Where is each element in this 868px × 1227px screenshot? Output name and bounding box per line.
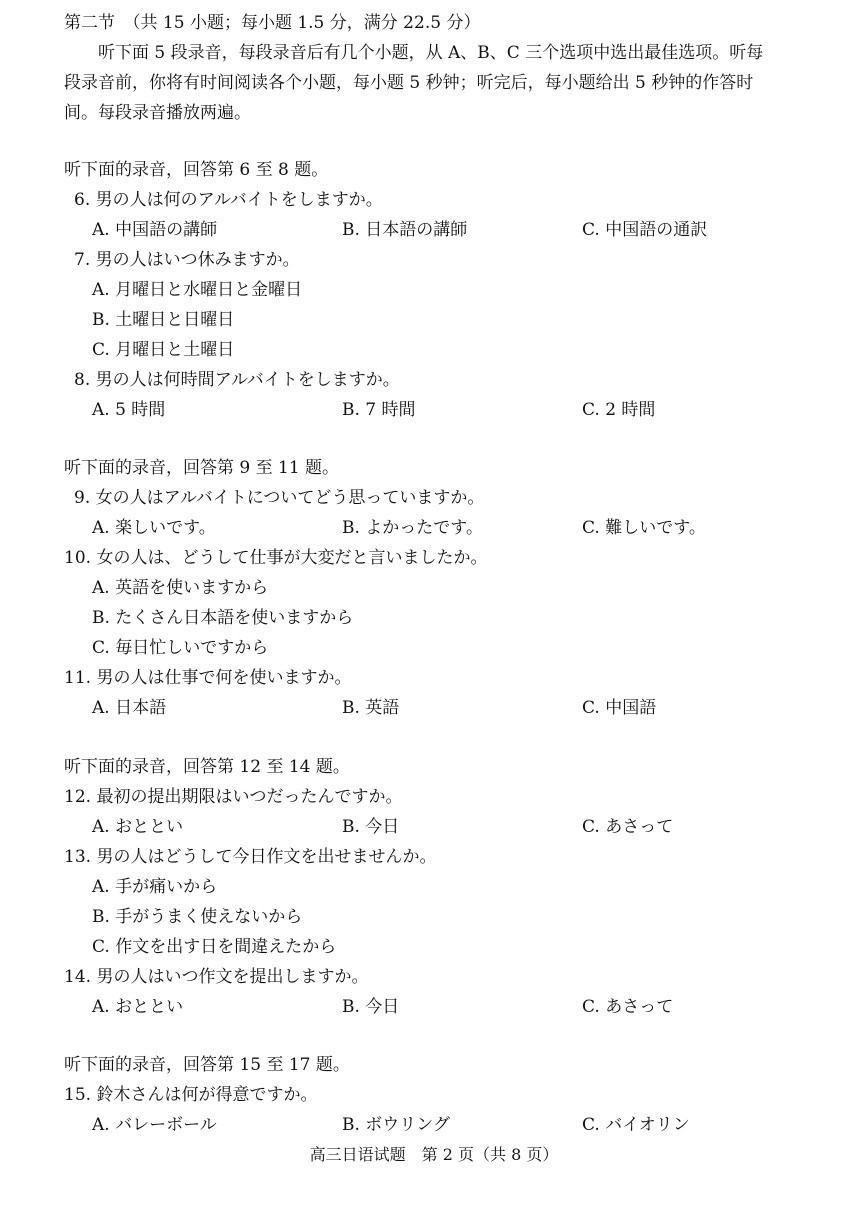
- instruction-line: 间。每段录音播放两遍。: [64, 103, 251, 123]
- options-row: [64, 513, 824, 543]
- option-c: C. 中国語の通訳: [582, 220, 708, 240]
- section-instructions: [64, 38, 812, 128]
- options-row: [64, 992, 824, 1022]
- option-b: B. 今日: [342, 997, 400, 1017]
- group-heading: 听下面的录音，回答第 15 至 17 题。: [64, 1055, 350, 1075]
- option-c: C. 毎日忙しいですから: [92, 638, 269, 658]
- option-b: B. よかったです。: [342, 518, 483, 538]
- group-heading: 听下面的录音，回答第 9 至 11 题。: [64, 458, 340, 478]
- option-b: B. 日本語の講師: [342, 220, 468, 240]
- option-c: C. バイオリン: [582, 1115, 690, 1135]
- option-c: C. 難しいです。: [582, 518, 706, 538]
- option-a: A. 月曜日と水曜日と金曜日: [92, 280, 303, 300]
- option-c: C. 月曜日と土曜日: [92, 340, 235, 360]
- option-c: C. 作文を出す日を間違えたから: [92, 937, 337, 957]
- question-15: 15. 鈴木さんは何が得意ですか。: [64, 1085, 318, 1105]
- option-c: C. あさって: [582, 997, 674, 1017]
- option-a: A. 英語を使いますから: [92, 578, 269, 598]
- listening-group-4: [64, 1050, 824, 1140]
- question-13: 13. 男の人はどうして今日作文を出せませんか。: [64, 847, 437, 867]
- question-7: 7. 男の人はいつ休みますか。: [74, 250, 300, 270]
- question-8: 8. 男の人は何時間アルバイトをしますか。: [74, 370, 400, 390]
- question-12: 12. 最初の提出期限はいつだったんですか。: [64, 787, 403, 807]
- option-a: A. 手が痛いから: [92, 877, 218, 897]
- page-footer: 高三日语试题 第 2 页（共 8 页）: [309, 1145, 559, 1164]
- listening-group-2: [64, 453, 824, 723]
- question-6: 6. 男の人は何のアルバイトをしますか。: [74, 190, 383, 210]
- options-row: [64, 215, 824, 245]
- question-9: 9. 女の人はアルバイトについてどう思っていますか。: [74, 488, 485, 508]
- option-c: C. 中国語: [582, 698, 657, 718]
- listening-group-3: [64, 752, 824, 1022]
- group-heading: 听下面的录音，回答第 6 至 8 题。: [64, 160, 329, 180]
- option-b: B. たくさん日本語を使いますから: [92, 608, 354, 628]
- question-14: 14. 男の人はいつ作文を提出しますか。: [64, 967, 369, 987]
- option-c: C. あさって: [582, 817, 674, 837]
- option-a: A. 中国語の講師: [92, 220, 218, 240]
- option-b: B. 今日: [342, 817, 400, 837]
- option-b: B. 7 時間: [342, 400, 416, 420]
- option-c: C. 2 時間: [582, 400, 656, 420]
- instruction-line: 听下面 5 段录音，每段录音后有几个小题，从 A、B、C 三个选项中选出最佳选项。听每: [98, 43, 764, 63]
- listening-group-1: [64, 155, 824, 425]
- option-a: A. 楽しいです。: [92, 518, 216, 538]
- options-row: [64, 1110, 824, 1140]
- option-a: A. おととい: [92, 997, 184, 1017]
- option-a: A. バレーボール: [92, 1115, 217, 1135]
- option-b: B. ボウリング: [342, 1115, 450, 1135]
- question-11: 11. 男の人は仕事で何を使いますか。: [64, 668, 352, 688]
- question-10: 10. 女の人は、どうして仕事が大変だと言いましたか。: [64, 548, 488, 568]
- option-a: A. 日本語: [92, 698, 167, 718]
- options-row: [64, 693, 824, 723]
- options-row: [64, 812, 824, 842]
- option-b: B. 手がうまく使えないから: [92, 907, 303, 927]
- group-heading: 听下面的录音，回答第 12 至 14 题。: [64, 757, 350, 777]
- option-a: A. おととい: [92, 817, 184, 837]
- option-b: B. 土曜日と日曜日: [92, 310, 235, 330]
- options-row: [64, 395, 824, 425]
- section-title: 第二节 （共 15 小题；每小题 1.5 分，满分 22.5 分）: [64, 13, 481, 33]
- instruction-line: 段录音前，你将有时间阅读各个小题，每小题 5 秒钟；听完后，每小题给出 5 秒钟的作答时: [64, 73, 754, 93]
- option-b: B. 英語: [342, 698, 400, 718]
- option-a: A. 5 時間: [92, 400, 166, 420]
